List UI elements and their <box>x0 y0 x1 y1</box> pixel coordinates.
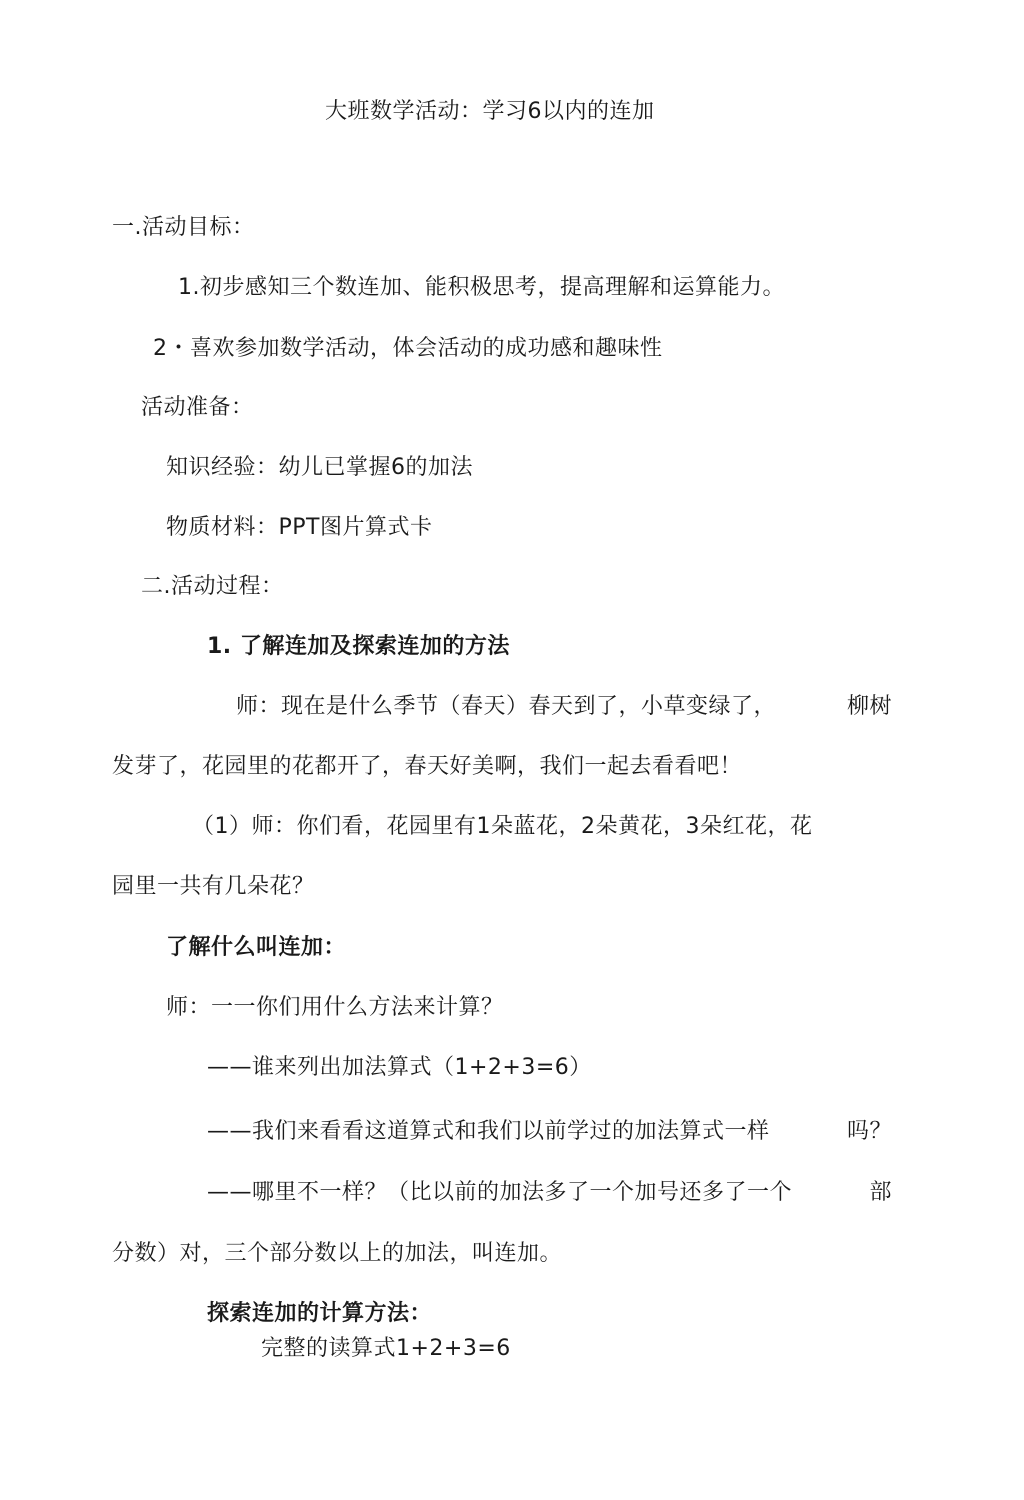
document-title: 大班数学活动：学习6以内的连加 <box>325 99 655 124</box>
goal-item-2: 2・喜欢参加数学活动，体会活动的成功感和趣味性 <box>153 336 663 361</box>
paragraph-1-text-b: 柳树 <box>846 694 892 719</box>
dialog-line-3-text-b: 吗？ <box>846 1119 892 1144</box>
dialog-line-1: 师：一一你们用什么方法来计算？ <box>166 995 504 1020</box>
prep-materials: 物质材料：PPT图片算式卡 <box>166 515 433 540</box>
prep-knowledge: 知识经验：幼儿已掌握6的加法 <box>166 455 473 480</box>
process-heading: 二.活动过程： <box>141 574 284 599</box>
dialog-line-3 <box>207 1117 892 1147</box>
dialog-line-4 <box>207 1178 892 1208</box>
paragraph-1-text-a: 师：现在是什么季节（春天）春天到了，小草变绿了， <box>236 694 777 719</box>
sub-heading-explore-method: 探索连加的计算方法： <box>207 1301 433 1326</box>
final-line: 完整的读算式1+2+3=6 <box>261 1336 511 1361</box>
dialog-line-4-text-b: 部 <box>869 1180 892 1205</box>
goal-item-1: 1.初步感知三个数连加、能积极思考，提高理解和运算能力。 <box>178 275 785 300</box>
paragraph-2-line-1: （1）师：你们看，花园里有1朵蓝花，2朵黄花，3朵红花，花 <box>192 814 813 839</box>
paragraph-1-line-2: 发芽了，花园里的花都开了，春天好美啊，我们一起去看看吧！ <box>112 754 743 779</box>
paragraph-2-line-2: 园里一共有几朵花？ <box>112 874 315 899</box>
step-1-heading: 1. 了解连加及探索连加的方法 <box>207 634 510 659</box>
dialog-line-4-continued: 分数）对，三个部分数以上的加法，叫连加。 <box>112 1241 563 1266</box>
dialog-line-4-text-a: ——哪里不一样？（比以前的加法多了一个加号还多了一个 <box>207 1180 793 1205</box>
dialog-line-3-text-a: ——我们来看看这道算式和我们以前学过的加法算式一样 <box>207 1119 770 1144</box>
dialog-line-2: ——谁来列出加法算式（1+2+3=6） <box>207 1055 592 1080</box>
sub-heading-what-is-addition: 了解什么叫连加： <box>166 935 347 960</box>
paragraph-1-line-1 <box>236 692 892 722</box>
prep-heading: 活动准备： <box>141 395 254 420</box>
goals-heading: 一.活动目标： <box>112 215 255 240</box>
